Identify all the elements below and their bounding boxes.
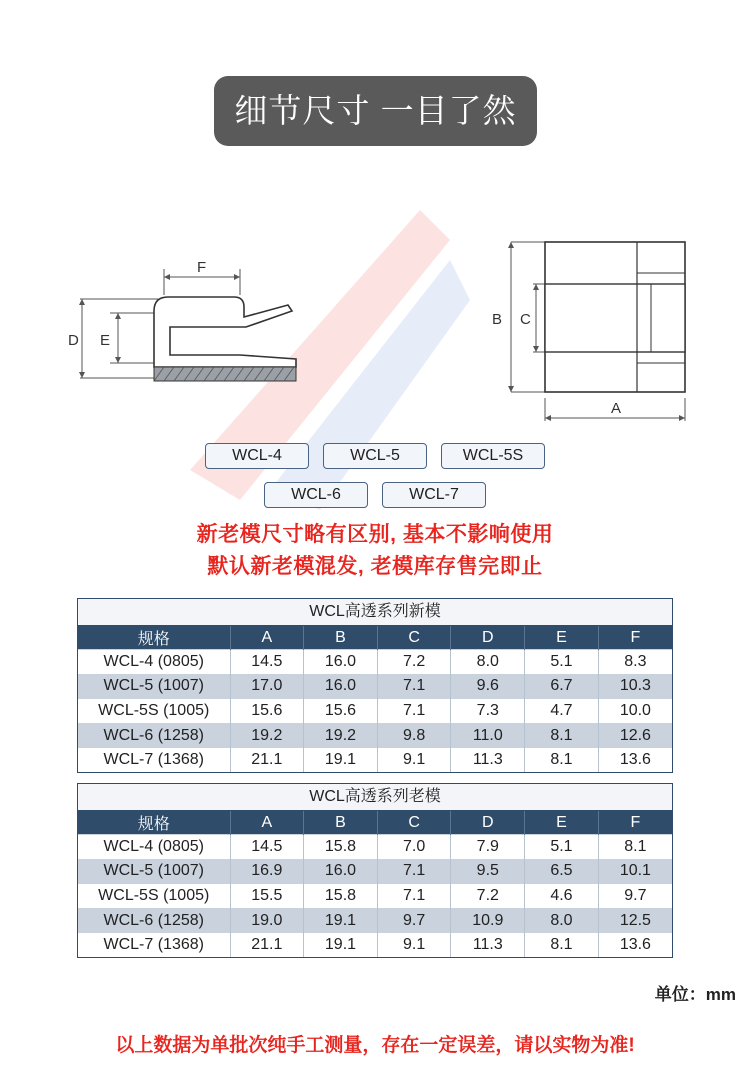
value-cell: 15.6 — [230, 699, 304, 724]
value-cell: 15.5 — [230, 884, 304, 909]
spec-cell: WCL-5S (1005) — [78, 699, 230, 724]
front-view-diagram — [485, 235, 695, 425]
value-cell: 7.2 — [377, 650, 451, 675]
model-tag-wcl-5s: WCL-5S — [441, 443, 545, 469]
model-tag-wcl-5: WCL-5 — [323, 443, 427, 469]
dim-f-label: F — [197, 259, 207, 276]
spec-cell: WCL-6 (1258) — [78, 908, 230, 933]
value-cell: 5.1 — [525, 835, 599, 860]
value-cell: 12.5 — [598, 908, 672, 933]
value-cell: 8.1 — [598, 835, 672, 860]
spec-cell: WCL-7 (1368) — [78, 933, 230, 958]
value-cell: 8.1 — [525, 748, 599, 773]
page-title: 细节尺寸 一目了然 — [214, 76, 537, 146]
value-cell: 7.0 — [377, 835, 451, 860]
value-cell: 8.3 — [598, 650, 672, 675]
table-title: WCL高透系列新模 — [78, 599, 672, 626]
value-cell: 13.6 — [598, 748, 672, 773]
value-cell: 9.5 — [451, 859, 525, 884]
value-cell: 10.3 — [598, 674, 672, 699]
column-header: 规格 — [78, 811, 230, 835]
value-cell: 15.8 — [304, 884, 378, 909]
value-cell: 16.0 — [304, 859, 378, 884]
value-cell: 9.1 — [377, 933, 451, 958]
value-cell: 19.2 — [230, 723, 304, 748]
dim-b-label: B — [492, 311, 503, 328]
value-cell: 16.0 — [304, 650, 378, 675]
column-header: E — [525, 811, 599, 835]
value-cell: 11.3 — [451, 933, 525, 958]
value-cell: 6.7 — [525, 674, 599, 699]
spec-cell: WCL-7 (1368) — [78, 748, 230, 773]
table-title: WCL高透系列老模 — [78, 784, 672, 811]
disclaimer: 以上数据为单批次纯手工测量，存在一定误差，请以实物为准! — [115, 1035, 635, 1056]
value-cell: 19.1 — [304, 748, 378, 773]
notice-line-2: 默认新老模混发, 老模库存售完即止 — [207, 555, 543, 578]
column-header: B — [304, 811, 378, 835]
column-header: C — [377, 811, 451, 835]
table-row — [78, 884, 672, 909]
model-tag-wcl-6: WCL-6 — [264, 482, 368, 508]
new-mold-table — [77, 598, 673, 773]
column-header: E — [525, 626, 599, 650]
value-cell: 8.1 — [525, 933, 599, 958]
value-cell: 8.0 — [451, 650, 525, 675]
value-cell: 9.8 — [377, 723, 451, 748]
column-header: A — [230, 626, 304, 650]
value-cell: 4.6 — [525, 884, 599, 909]
table-row — [78, 699, 672, 724]
value-cell: 11.3 — [451, 748, 525, 773]
value-cell: 19.0 — [230, 908, 304, 933]
spec-cell: WCL-5 (1007) — [78, 859, 230, 884]
value-cell: 10.1 — [598, 859, 672, 884]
column-header: F — [598, 626, 672, 650]
value-cell: 7.2 — [451, 884, 525, 909]
column-header: D — [451, 811, 525, 835]
dim-c-label: C — [520, 311, 531, 328]
dim-e-label: E — [100, 332, 111, 349]
column-header: 规格 — [78, 626, 230, 650]
value-cell: 16.9 — [230, 859, 304, 884]
column-header: F — [598, 811, 672, 835]
table-row — [78, 674, 672, 699]
value-cell: 19.2 — [304, 723, 378, 748]
value-cell: 14.5 — [230, 650, 304, 675]
table-header-row — [78, 811, 672, 835]
model-tag-wcl-7: WCL-7 — [382, 482, 486, 508]
table-row — [78, 933, 672, 958]
spec-cell: WCL-4 (0805) — [78, 650, 230, 675]
column-header: C — [377, 626, 451, 650]
value-cell: 7.9 — [451, 835, 525, 860]
table-row — [78, 748, 672, 773]
table-row — [78, 859, 672, 884]
value-cell: 8.1 — [525, 723, 599, 748]
value-cell: 7.1 — [377, 859, 451, 884]
value-cell: 21.1 — [230, 748, 304, 773]
spec-grid — [78, 811, 672, 957]
value-cell: 6.5 — [525, 859, 599, 884]
notice-line-1: 新老模尺寸略有区别, 基本不影响使用 — [196, 523, 554, 546]
table-header-row — [78, 626, 672, 650]
value-cell: 12.6 — [598, 723, 672, 748]
unit-label: 单位：mm — [654, 985, 736, 1004]
spec-grid — [78, 626, 672, 772]
value-cell: 7.3 — [451, 699, 525, 724]
table-row — [78, 650, 672, 675]
spec-cell: WCL-6 (1258) — [78, 723, 230, 748]
value-cell: 11.0 — [451, 723, 525, 748]
table-row — [78, 908, 672, 933]
side-view-diagram — [60, 255, 320, 390]
column-header: B — [304, 626, 378, 650]
column-header: A — [230, 811, 304, 835]
value-cell: 7.1 — [377, 884, 451, 909]
spec-cell: WCL-4 (0805) — [78, 835, 230, 860]
value-cell: 10.0 — [598, 699, 672, 724]
value-cell: 16.0 — [304, 674, 378, 699]
value-cell: 19.1 — [304, 933, 378, 958]
value-cell: 14.5 — [230, 835, 304, 860]
value-cell: 7.1 — [377, 699, 451, 724]
value-cell: 9.7 — [377, 908, 451, 933]
table-row — [78, 723, 672, 748]
model-tag-wcl-4: WCL-4 — [205, 443, 309, 469]
value-cell: 4.7 — [525, 699, 599, 724]
column-header: D — [451, 626, 525, 650]
spec-cell: WCL-5S (1005) — [78, 884, 230, 909]
value-cell: 15.6 — [304, 699, 378, 724]
dim-d-label: D — [68, 332, 79, 349]
value-cell: 5.1 — [525, 650, 599, 675]
value-cell: 13.6 — [598, 933, 672, 958]
old-mold-table — [77, 783, 673, 958]
value-cell: 9.1 — [377, 748, 451, 773]
value-cell: 15.8 — [304, 835, 378, 860]
value-cell: 21.1 — [230, 933, 304, 958]
dim-a-label: A — [611, 400, 622, 417]
spec-cell: WCL-5 (1007) — [78, 674, 230, 699]
value-cell: 17.0 — [230, 674, 304, 699]
value-cell: 19.1 — [304, 908, 378, 933]
table-row — [78, 835, 672, 860]
value-cell: 7.1 — [377, 674, 451, 699]
value-cell: 9.7 — [598, 884, 672, 909]
value-cell: 8.0 — [525, 908, 599, 933]
value-cell: 10.9 — [451, 908, 525, 933]
value-cell: 9.6 — [451, 674, 525, 699]
